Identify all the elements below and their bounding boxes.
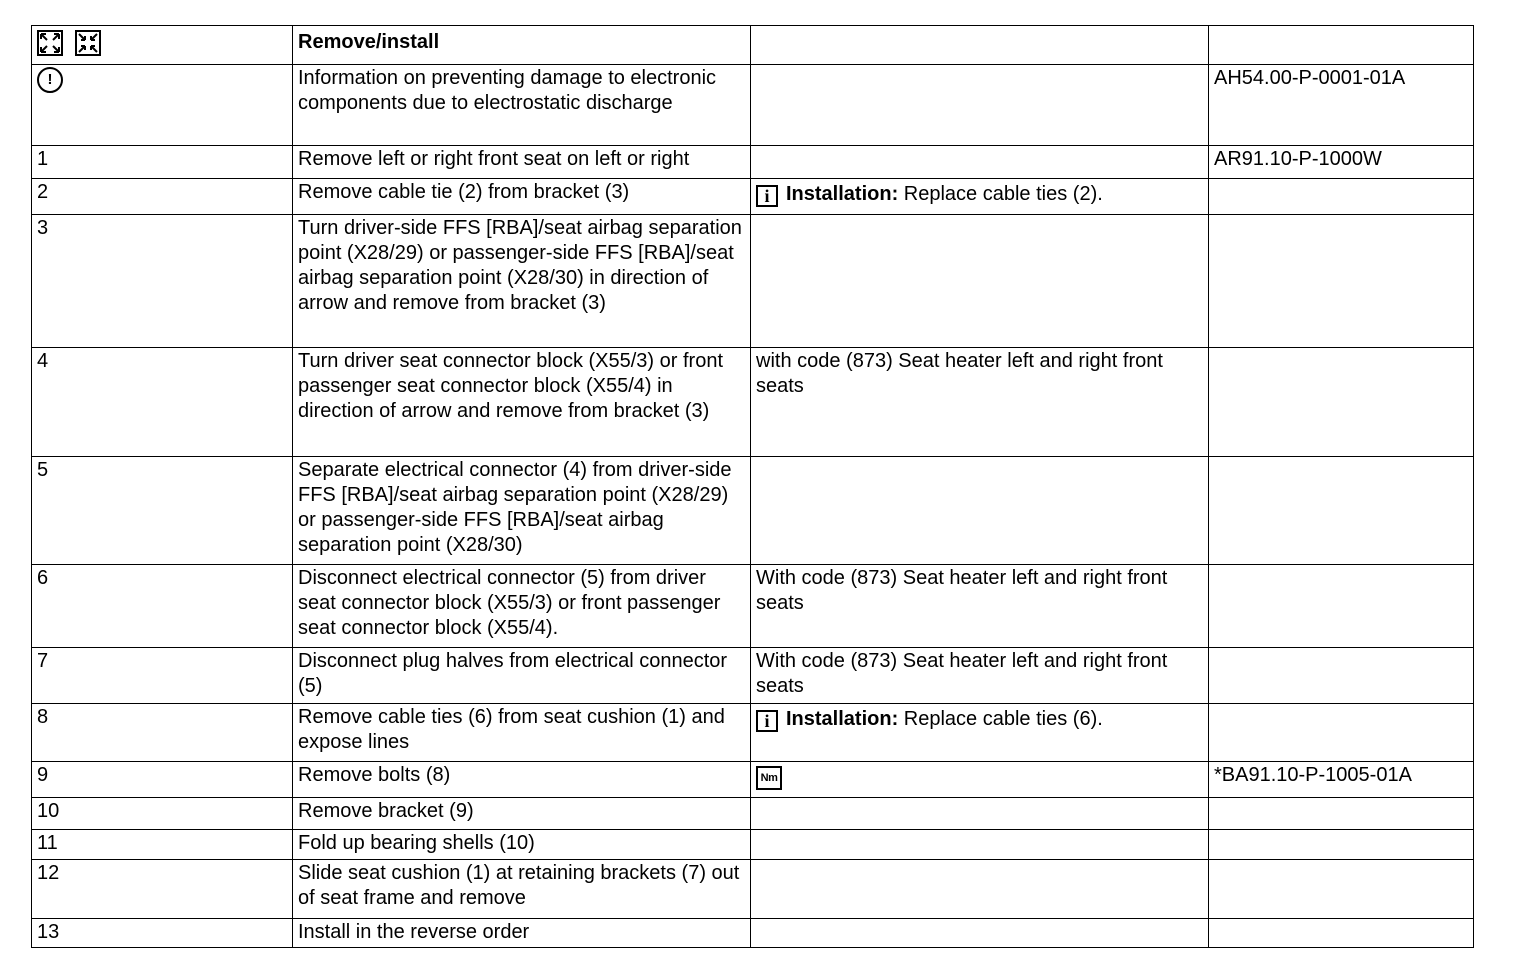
step-number: 10	[32, 798, 293, 830]
step-number: 2	[32, 179, 293, 215]
reference-link[interactable]: *BA91.10-P-1005-01A	[1209, 762, 1474, 798]
note-text: with code (873) Seat heater left and right front seats	[751, 348, 1209, 457]
step-text: Remove left or right front seat on left or right	[293, 146, 751, 179]
table-row	[32, 860, 1474, 919]
header-empty-cell	[1209, 26, 1474, 65]
torque-nm-icon[interactable]: Nm	[756, 766, 782, 790]
table-row	[32, 648, 1474, 704]
step-number: 12	[32, 860, 293, 919]
table-row	[32, 798, 1474, 830]
step-text: Turn driver-side FFS [RBA]/seat airbag separation point (X28/29) or passenger-side FFS [RBA]/seat airbag separation point (X28/30) in direction of arrow and remove from bracket (3)	[293, 215, 751, 348]
esd-warning-icon: !	[37, 67, 63, 93]
table-row	[32, 457, 1474, 565]
step-text: Separate electrical connector (4) from driver-side FFS [RBA]/seat airbag separation point (X28/29) or passenger-side FFS [RBA]/seat airbag separation point (X28/30)	[293, 457, 751, 565]
reference-cell	[1209, 648, 1474, 704]
reference-cell	[1209, 565, 1474, 648]
note-text: With code (873) Seat heater left and right front seats	[751, 648, 1209, 704]
step-number: 6	[32, 565, 293, 648]
step-text: Remove cable ties (6) from seat cushion (1) and expose lines	[293, 704, 751, 762]
note-text: With code (873) Seat heater left and right front seats	[751, 565, 1209, 648]
table-row	[32, 215, 1474, 348]
reference-cell	[1209, 798, 1474, 830]
note-cell	[751, 830, 1209, 860]
collapse-icon[interactable]	[75, 30, 101, 63]
step-text: Remove bracket (9)	[293, 798, 751, 830]
header-empty-cell	[751, 26, 1209, 65]
note-text: Replace cable ties (6).	[903, 708, 1103, 730]
reference-cell	[1209, 348, 1474, 457]
table-row	[32, 179, 1474, 215]
reference-cell	[1209, 457, 1474, 565]
table-row	[32, 565, 1474, 648]
note-label: Installation:	[786, 708, 899, 730]
table-row	[32, 762, 1474, 798]
step-text: Turn driver seat connector block (X55/3) or front passenger seat connector block (X55/4) in direction of arrow and remove from bracket (3)	[293, 348, 751, 457]
table-row	[32, 65, 1474, 146]
expand-icon[interactable]	[37, 30, 63, 63]
step-number: 8	[32, 704, 293, 762]
step-number: 11	[32, 830, 293, 860]
header-title: Remove/install	[293, 26, 751, 65]
header-row	[32, 26, 1474, 65]
note-label: Installation:	[786, 183, 899, 205]
header-icons-cell	[32, 26, 293, 65]
note-cell	[751, 179, 1209, 215]
step-text: Information on preventing damage to electronic components due to electrostatic discharge	[293, 65, 751, 146]
note-cell	[751, 215, 1209, 348]
note-cell	[751, 762, 1209, 798]
reference-cell	[1209, 704, 1474, 762]
note-cell	[751, 860, 1209, 919]
table-row	[32, 704, 1474, 762]
step-number: 1	[32, 146, 293, 179]
esd-icon-cell	[32, 65, 293, 146]
step-number: 4	[32, 348, 293, 457]
note-cell	[751, 65, 1209, 146]
reference-cell	[1209, 215, 1474, 348]
note-cell	[751, 704, 1209, 762]
reference-cell	[1209, 830, 1474, 860]
reference-cell	[1209, 919, 1474, 948]
table-row	[32, 146, 1474, 179]
step-text: Remove cable tie (2) from bracket (3)	[293, 179, 751, 215]
step-number: 5	[32, 457, 293, 565]
note-cell	[751, 919, 1209, 948]
step-number: 7	[32, 648, 293, 704]
step-text: Fold up bearing shells (10)	[293, 830, 751, 860]
reference-link[interactable]: AH54.00-P-0001-01A	[1209, 65, 1474, 146]
info-icon: i	[756, 710, 778, 732]
reference-cell	[1209, 860, 1474, 919]
procedure-table	[31, 25, 1474, 948]
step-number: 9	[32, 762, 293, 798]
note-text: Replace cable ties (2).	[903, 183, 1103, 205]
info-icon: i	[756, 185, 778, 207]
step-text: Remove bolts (8)	[293, 762, 751, 798]
note-cell	[751, 457, 1209, 565]
table-row	[32, 919, 1474, 948]
step-text: Disconnect electrical connector (5) from driver seat connector block (X55/3) or front passenger seat connector block (X55/4).	[293, 565, 751, 648]
reference-cell	[1209, 179, 1474, 215]
step-text: Install in the reverse order	[293, 919, 751, 948]
step-number: 13	[32, 919, 293, 948]
step-number: 3	[32, 215, 293, 348]
note-cell	[751, 146, 1209, 179]
table-row	[32, 830, 1474, 860]
note-cell	[751, 798, 1209, 830]
table-row	[32, 348, 1474, 457]
reference-link[interactable]: AR91.10-P-1000W	[1209, 146, 1474, 179]
step-text: Slide seat cushion (1) at retaining brackets (7) out of seat frame and remove	[293, 860, 751, 919]
step-text: Disconnect plug halves from electrical connector (5)	[293, 648, 751, 704]
